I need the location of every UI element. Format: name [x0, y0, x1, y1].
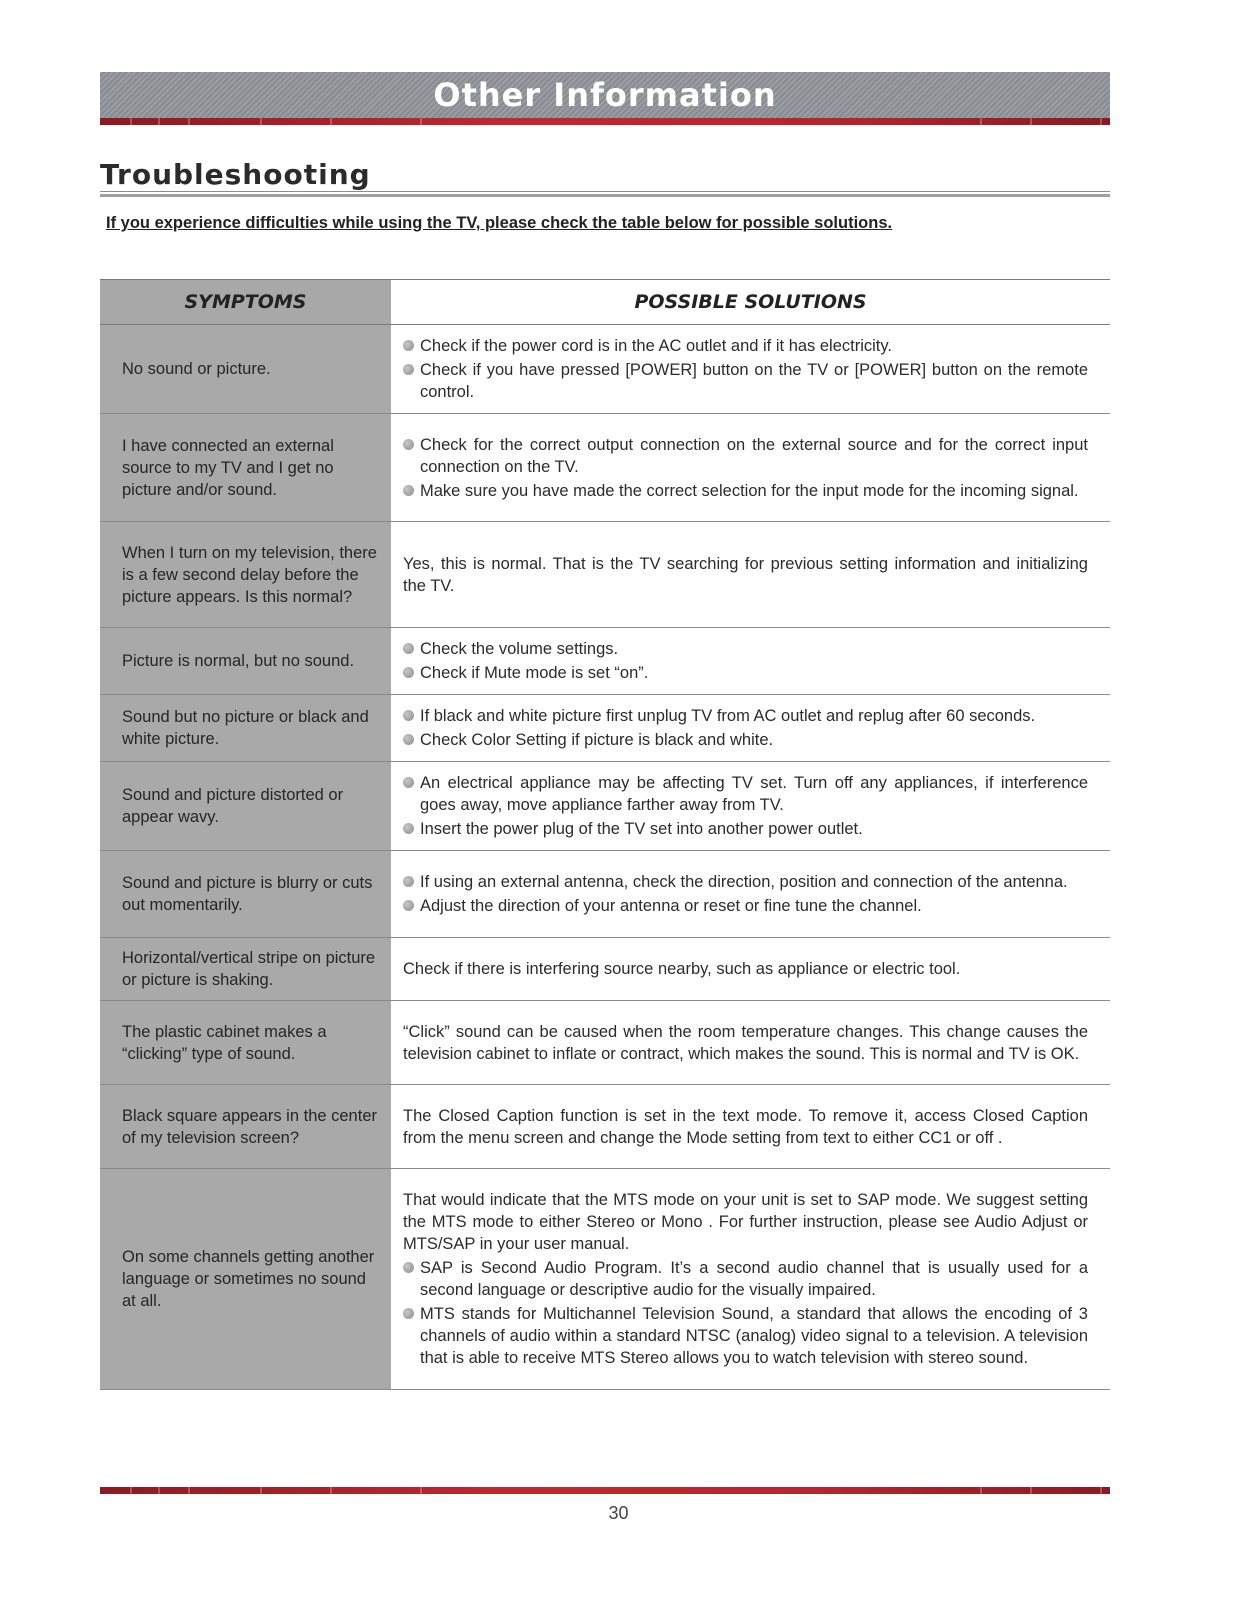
column-header-symptoms: SYMPTOMS — [100, 280, 391, 325]
stripe-tick — [330, 118, 332, 125]
symptom-cell: I have connected an external source to my TV and I get no picture and/or sound. — [100, 414, 391, 522]
bullet-dot-icon — [403, 340, 414, 351]
solution-bullet-text: Check for the correct output connection on the external source and for the correct input connection on the TV. — [420, 435, 1088, 476]
solution-bullet — [403, 1257, 1088, 1301]
solution-bullet-text: SAP is Second Audio Program. It’s a second audio channel that is usually used for a second language or descriptive audio for the visually impaired. — [420, 1259, 1088, 1299]
bullet-dot-icon — [403, 667, 414, 678]
page-number: 30 — [608, 1503, 629, 1523]
bullet-dot-icon — [403, 439, 414, 450]
solution-bullet — [403, 434, 1088, 478]
solution-bullet-text: Make sure you have made the correct selection for the input mode for the incoming signal. — [420, 481, 1079, 500]
solution-bullet — [403, 818, 1088, 840]
stripe-tick — [1030, 1487, 1032, 1494]
stripe-tick — [188, 1487, 190, 1494]
title-rule — [100, 191, 1110, 192]
solution-bullet — [403, 662, 1088, 684]
solution-bullet — [403, 895, 1088, 917]
solution-bullet-text: Check if you have pressed [POWER] button on the TV or [POWER] button on the remote control. — [420, 361, 1088, 401]
solution-bullet — [403, 772, 1088, 816]
solution-cell — [391, 414, 1110, 522]
solution-paragraph: “Click” sound can be caused when the room temperature changes. This change causes the television cabinet to inflate or contract, which makes the sound. This is normal and TV is OK. — [403, 1022, 1088, 1063]
stripe-tick — [1100, 1487, 1102, 1494]
solution-cell — [391, 522, 1110, 628]
symptom-cell: Sound and picture is blurry or cuts out momentarily. — [100, 851, 391, 938]
stripe-tick — [420, 1487, 422, 1494]
solution-bullet-text: Check the volume settings. — [420, 640, 619, 658]
table-row — [100, 1085, 1110, 1169]
bullet-dot-icon — [403, 1308, 414, 1319]
table-row — [100, 1001, 1110, 1085]
solution-cell — [391, 851, 1110, 938]
solution-paragraph: That would indicate that the MTS mode on your unit is set to SAP mode. We suggest setting the MTS mode to either Stereo or Mono . For further instruction, please see Audio Adjust or MTS/SAP in your user manual. — [403, 1191, 1088, 1253]
table-row — [100, 414, 1110, 522]
solution-cell — [391, 1001, 1110, 1085]
banner-title: Other Information — [433, 76, 777, 114]
page-title: Troubleshooting — [100, 158, 371, 191]
solution-bullet — [403, 638, 1088, 660]
symptom-cell: Horizontal/vertical stripe on picture or picture is shaking. — [100, 938, 391, 1001]
table-row — [100, 938, 1110, 1001]
banner-red-stripe — [100, 118, 1110, 125]
stripe-tick — [420, 118, 422, 125]
stripe-tick — [1100, 118, 1102, 125]
solution-cell — [391, 938, 1110, 1001]
troubleshooting-table — [100, 279, 1110, 1390]
symptom-cell: Picture is normal, but no sound. — [100, 628, 391, 695]
bullet-dot-icon — [403, 1262, 414, 1273]
solution-cell — [391, 1169, 1110, 1390]
symptom-cell: Sound but no picture or black and white picture. — [100, 695, 391, 762]
bullet-dot-icon — [403, 876, 414, 887]
intro-text: If you experience difficulties while using the TV, please check the table below for possible solutions. — [106, 214, 893, 232]
symptom-cell: When I turn on my television, there is a few second delay before the picture appears. Is this normal? — [100, 522, 391, 628]
symptom-cell: No sound or picture. — [100, 325, 391, 414]
bullet-dot-icon — [403, 900, 414, 911]
table-row — [100, 695, 1110, 762]
solution-bullet-text: An electrical appliance may be affecting TV set. Turn off any appliances, if interference goes away, move appliance farther away from TV. — [420, 774, 1088, 814]
bullet-dot-icon — [403, 777, 414, 788]
stripe-tick — [330, 1487, 332, 1494]
stripe-tick — [130, 1487, 132, 1494]
solution-cell — [391, 695, 1110, 762]
solution-bullet-text: Check if the power cord is in the AC outlet and if it has electricity. — [420, 337, 892, 355]
stripe-tick — [980, 1487, 982, 1494]
solution-bullet — [403, 480, 1088, 502]
solution-bullet — [403, 335, 1088, 357]
solution-bullet — [403, 705, 1088, 727]
solution-cell — [391, 325, 1110, 414]
table-row — [100, 522, 1110, 628]
bullet-dot-icon — [403, 485, 414, 496]
table-row — [100, 1169, 1110, 1390]
table-header-row — [100, 280, 1110, 325]
solution-bullet — [403, 729, 1088, 751]
symptom-cell: Sound and picture distorted or appear wavy. — [100, 762, 391, 851]
stripe-tick — [158, 118, 160, 125]
solution-bullet — [403, 359, 1088, 403]
solution-paragraph: Yes, this is normal. That is the TV searching for previous setting information and initializing the TV. — [403, 554, 1088, 595]
stripe-tick — [980, 118, 982, 125]
title-rule-thick — [100, 194, 1110, 197]
table-row — [100, 325, 1110, 414]
solution-cell — [391, 762, 1110, 851]
column-header-solutions: POSSIBLE SOLUTIONS — [391, 280, 1110, 325]
solution-paragraph: Check if there is interfering source nearby, such as appliance or electric tool. — [403, 960, 961, 978]
symptom-cell: On some channels getting another language or sometimes no sound at all. — [100, 1169, 391, 1390]
symptom-cell: Black square appears in the center of my television screen? — [100, 1085, 391, 1169]
bullet-dot-icon — [403, 823, 414, 834]
bullet-dot-icon — [403, 643, 414, 654]
stripe-tick — [158, 1487, 160, 1494]
stripe-tick — [260, 1487, 262, 1494]
symptom-cell: The plastic cabinet makes a “clicking” type of sound. — [100, 1001, 391, 1085]
stripe-tick — [130, 118, 132, 125]
solution-bullet-text: Check if Mute mode is set “on”. — [420, 664, 649, 682]
stripe-tick — [188, 118, 190, 125]
solution-bullet-text: Check Color Setting if picture is black and white. — [420, 731, 774, 749]
table-row — [100, 851, 1110, 938]
section-banner — [100, 72, 1110, 118]
solution-bullet-text: If black and white picture first unplug TV from AC outlet and replug after 60 seconds. — [420, 707, 1036, 725]
bullet-dot-icon — [403, 364, 414, 375]
solution-bullet-text: If using an external antenna, check the direction, position and connection of the antenna. — [420, 873, 1068, 891]
solution-bullet-text: MTS stands for Multichannel Television Sound, a standard that allows the encoding of 3 channels of audio within a standard NTSC (analog) video signal to a television. A television that is able to receive MTS Stereo allows you to watch television with stereo sound. — [420, 1305, 1088, 1367]
footer-red-stripe — [100, 1487, 1110, 1494]
solution-paragraph: The Closed Caption function is set in the text mode. To remove it, access Closed Caption from the menu screen and change the Mode setting from text to either CC1 or off . — [403, 1106, 1088, 1147]
stripe-tick — [1030, 118, 1032, 125]
solution-bullet — [403, 871, 1088, 893]
stripe-tick — [260, 118, 262, 125]
table-row — [100, 628, 1110, 695]
solution-bullet — [403, 1303, 1088, 1369]
table-row — [100, 762, 1110, 851]
table-body — [100, 325, 1110, 1390]
solution-cell — [391, 1085, 1110, 1169]
solution-bullet-text: Insert the power plug of the TV set into another power outlet. — [420, 820, 863, 838]
solution-cell — [391, 628, 1110, 695]
bullet-dot-icon — [403, 734, 414, 745]
solution-bullet-text: Adjust the direction of your antenna or reset or fine tune the channel. — [420, 897, 922, 915]
bullet-dot-icon — [403, 710, 414, 721]
